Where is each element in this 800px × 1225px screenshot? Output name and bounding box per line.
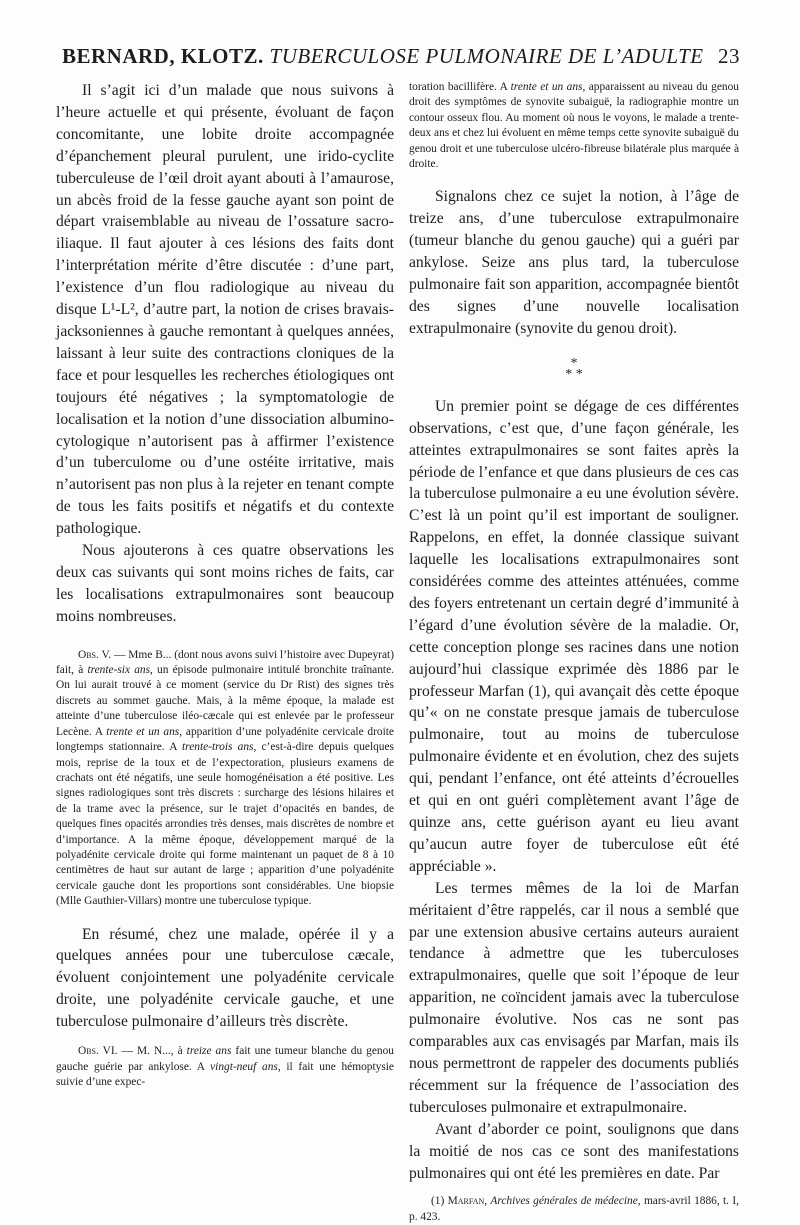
footnote-number: (1) (431, 1195, 448, 1208)
left-main-text-1 (56, 80, 394, 628)
paragraph-premier-point: Un premier point se dégage de ces différentes observations, c’est que, d’une façon générale, les atteintes extrapulmonaires se sont faites après la période de l’enfance et que dans plusieurs de ces cas la tuberculose pulmonaire a eu une évolution sévère. C’est là un point qu’il est important de souligner. Rappelons, en effet, la donnée classique suivant laquelle les localisations extrapulmonaires sont considérées comme des atteintes atténuées, comme des foyers entretenant un certain degré d’immunité à l’égard d’une évolution sévère de la maladie. Or, cette conception plonge ses racines dans une notion aujourd’hui classique exprimée dès 1886 par le professeur Marfan (1), qui avançait dès cette époque qu’« on ne constate presque jamais de tuberculose pulmonaire, tout au moins de tuberculose pulmonaire évidente et en évolution, chez des sujets qui, pendant l’enfance, ont été atteints d’écrouelles et qui en ont guéri complètement avant l’âge de quinze ans, cette guérison ayant eu lieu avant qu’aucun autre foyer de tuberculose eût été appréciable ». (409, 397, 739, 875)
obs6-cont-italic-1: trente et un ans (510, 81, 583, 93)
observation-5 (56, 648, 394, 910)
running-header (62, 44, 740, 74)
obs6-text-3: , il fait une hémoptysie suivie d’une expec- (56, 1060, 394, 1088)
obs6-cont-text-2: , apparaissent au niveau du genou droit des symptômes de synovite subaiguë, la radiographie montre un contour osseux flou. Au moment où nous le voyons, le malade a trente-deux ans et chez lui évoluent en même temps cette synovite subaiguë du genou droit et une tuberculose ulcéro-fibreuse bilatérale plus marquée à droite. (409, 81, 739, 171)
obs6-italic-1: treize ans (186, 1045, 232, 1058)
obs5-text-1: — Mme B... (dont nous avons suivi l’histoire avec Dupeyrat) fait, à (56, 648, 394, 677)
obs5-italic-2: trente et un ans (106, 725, 180, 738)
obs6-text-1: — M. N..., à (117, 1045, 187, 1058)
obs5-text-2: , un épisode pulmonaire intitulé bronchite traînante. On lui aurait trouvé à ce moment (service du Dr Rist) des signes très discrets au sommet gauche. Mais, à la même époque, la malade est atteinte d’une tuberculose iléo-cæcale qui est enlevée par le professeur Lecène. A (56, 664, 394, 738)
obs6-label: Obs. VI. (78, 1045, 118, 1058)
paragraph-resume: En résumé, chez une malade, opérée il y a quelques années pour une tuberculose cæcale, évoluent conjointement une polyadénite cervicale droite, une polyadénite cervicale gauche, et une tuberculose pulmonaire d’ailleurs très discrète. (56, 925, 394, 1031)
obs5-text-4: , c’est-à-dire depuis quelques mois, reprise de la toux et de l’expectoration, plusieurs examens de crachats ont été négatifs, une seule homogénéisation a été positive. Les signes radiologiques sont très discrets : surcharge des lésions hilaires et de la trame avec la présence, sur le trajet d’opacités en bandes, de quelques fines opacités arrondies très denses, mais discrètes de nombre et d’importance. A la même époque, développement marqué de la polyadénite cervicale droite qui forme maintenant un paquet de 8 à 10 centimètres de haut sur autant de large ; apparition d’une polyadénite cervicale gauche dont les proportions sont considérables. Une biopsie (Mlle Gauthier-Villars) montre une tuberculose typique. (56, 741, 394, 908)
footnote-author: Marfan (447, 1195, 485, 1208)
paragraph-loi-marfan: Les termes mêmes de la loi de Marfan méritaient d’être rappelés, car il nous a semblé que par une extension abusive certains auteurs auraient tendance à admettre que les tuberculoses extrapulmonaires, quelle que soit l’époque de leur apparition, ne coïncident jamais avec la tuberculose pulmonaire évolutive. Nos cas ne sont pas comparables aux cas envisagés par Marfan, mais ils nous permettront de rappeler des documents publiés récemment sur la fréquence de l’association des tuberculoses pulmonaire et extrapulmonaire. (409, 879, 739, 1116)
right-main-text-1 (409, 186, 739, 339)
asterism-top: * (570, 355, 578, 371)
footnote-citation: , mars-avril 1886, t. I, p. 423. (409, 1195, 739, 1223)
header-authors: BERNARD, KLOTZ. (62, 44, 264, 68)
right-main-text-2 (409, 396, 739, 1185)
footnote (409, 1194, 739, 1225)
asterism-bottom: * * (565, 366, 583, 382)
obs6-cont-text-1: toration bacillifère. A (409, 81, 511, 93)
obs6-italic-2: vingt-neuf ans (210, 1060, 278, 1073)
section-asterism (409, 355, 739, 382)
footnote-separator: , (484, 1195, 491, 1208)
paragraph-avant-daborder: Avant d’aborder ce point, soulignons que dans la moitié de nos cas ce sont des manifestations pulmonaires qui ont été les premières en date. Par (409, 1120, 739, 1182)
left-column (56, 80, 394, 1090)
obs6-text-2: fait une tumeur blanche du genou gauche guérie par ankylose. A (56, 1045, 395, 1073)
obs5-italic-3: trente-trois ans (182, 741, 254, 754)
obs5-text-3: , apparition d’une polyadénite cervicale droite longtemps stationnaire. A (56, 725, 394, 754)
footnote-journal: Archives générales de médecine (490, 1195, 638, 1208)
paragraph-deux-cas: Nous ajouterons à ces quatre observations les deux cas suivants qui sont moins riches de faits, car les localisations extrapulmonaires sont beaucoup moins nombreuses. (56, 542, 394, 625)
obs5-label: Obs. V. (78, 648, 112, 661)
left-main-text-2 (56, 924, 394, 1034)
header-title: TUBERCULOSE PULMONAIRE DE L’ADULTE (269, 44, 704, 68)
observation-6-continued (409, 80, 739, 172)
page-number: 23 (718, 44, 740, 68)
obs5-italic-1: trente-six ans (87, 664, 151, 677)
paragraph-signalons: Signalons chez ce sujet la notion, à l’âge de treize ans, d’une tuberculose extrapulmonaire (tumeur blanche du genou gauche) qui a guéri par ankylose. Seize ans plus tard, la tuberculose pulmonaire fait son apparition, accompagnée bientôt des signes d’une nouvelle localisation extrapulmonaire (synovite du genou droit). (409, 188, 739, 337)
observation-6 (56, 1044, 394, 1090)
right-column (409, 80, 739, 1225)
paragraph-lobite: Il s’agit ici d’un malade que nous suivons à l’heure actuelle et qui présente, évoluant de façon concomitante, une lobite droite accompagnée d’épanchement pleural purulent, une irido-cyclite tuberculeuse de l’œil droit ayant abouti à l’amaurose, un abcès froid de la fesse gauche ayant son point de départ vraisemblable au niveau de l’ossature sacro-iliaque. Il faut ajouter à ces lésions des faits dont l’interprétation mérite d’être discutée : d’une part, l’existence d’un flou radiologique au niveau du disque L¹-L², d’autre part, la notion de crises bravais-jacksoniennes à gauche remontant à quelques années, laissant à leur suite des contractions cloniques de la face et pour lesquelles les recherches étiologiques ont toujours été négatives ; la symptomatologie de localisation et la notion d’une dissociation albumino-cytologique n’autorisent pas à affirmer l’existence d’un tuberculome ou d’une ostéite irritative, mais n’autorisent pas non plus à la rejeter en tenant compte de tous les faits positifs et négatifs et du contexte pathologique. (56, 82, 394, 538)
